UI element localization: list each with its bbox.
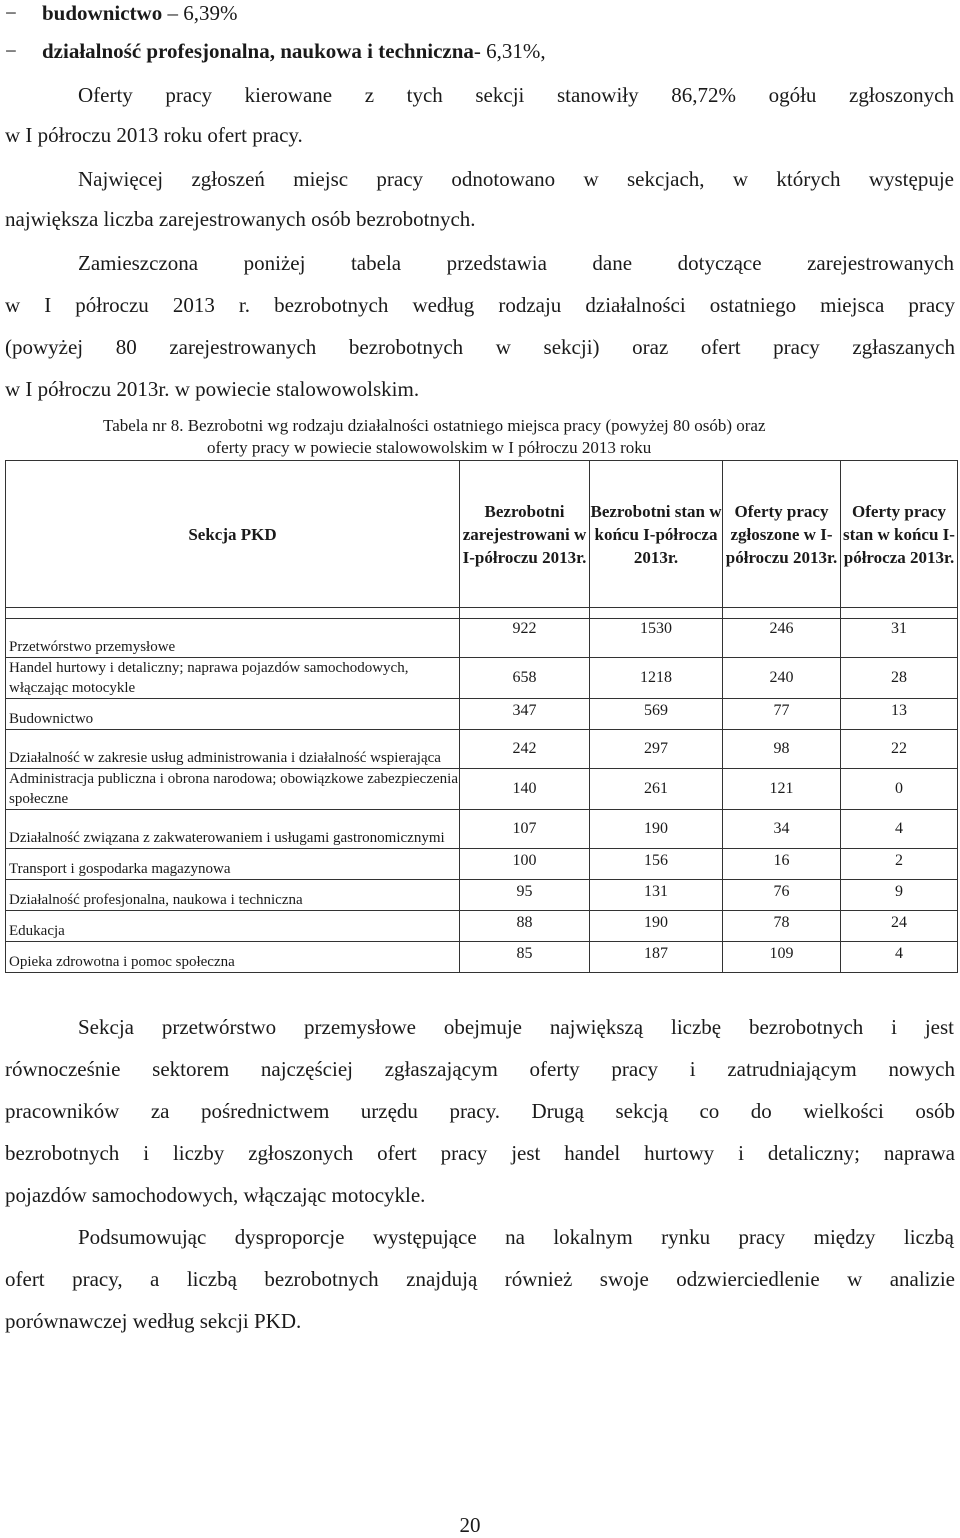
- row-value-end-state: 1218: [590, 658, 723, 699]
- row-value-end-state: 569: [590, 699, 723, 730]
- table-caption-line-1: Tabela nr 8. Bezrobotni wg rodzaju działalności ostatniego miejsca pracy (powyżej 80 osób) oraz: [103, 416, 766, 435]
- row-value-offers: 76: [723, 880, 841, 911]
- list-item-2: [42, 38, 842, 64]
- paragraph-1-line-2: w I półroczu 2013 roku ofert pracy.: [5, 123, 303, 147]
- row-value-registered: 107: [460, 810, 590, 849]
- closing-1-line-2: równocześnie sektorem najczęściej zgłaszającym oferty pracy i zatrudniającym nowych: [5, 1057, 955, 1081]
- list-item-value: - 6,31%,: [473, 39, 546, 63]
- row-value-offers-end: 24: [841, 911, 958, 942]
- row-value-offers-end: 2: [841, 849, 958, 880]
- table-caption-line-2: oferty pracy w powiecie stalowowolskim w I półroczu 2013 roku: [207, 438, 652, 457]
- table-row: [6, 769, 958, 810]
- row-section-label: Opieka zdrowotna i pomoc społeczna: [6, 942, 460, 973]
- table-header-row: [6, 461, 958, 608]
- table-row: [6, 810, 958, 849]
- row-value-registered: 658: [460, 658, 590, 699]
- pkd-table: [5, 460, 958, 973]
- row-section-label: Budownictwo: [6, 699, 460, 730]
- row-section-label: Handel hurtowy i detaliczny; naprawa pojazdów samochodowych, włączając motocykle: [6, 658, 460, 699]
- row-value-end-state: 1530: [590, 619, 723, 658]
- row-value-offers: 78: [723, 911, 841, 942]
- closing-1-line-5: pojazdów samochodowych, włączając motocykle.: [5, 1183, 426, 1207]
- row-value-end-state: 156: [590, 849, 723, 880]
- closing-1-line-1: Sekcja przetwórstwo przemysłowe obejmuje największą liczbę bezrobotnych i jest: [78, 1015, 954, 1039]
- paragraph-2-line-2: największa liczba zarejestrowanych osób bezrobotnych.: [5, 207, 476, 231]
- row-section-label: Działalność profesjonalna, naukowa i techniczna: [6, 880, 460, 911]
- paragraph-1-line-1: Oferty pracy kierowane z tych sekcji stanowiły 86,72% ogółu zgłoszonych: [78, 83, 954, 107]
- list-bullet-1: −: [5, 1, 17, 25]
- row-value-offers-end: 4: [841, 810, 958, 849]
- paragraph-3-line-3: (powyżej 80 zarejestrowanych bezrobotnych w sekcji) oraz ofert pracy zgłaszanych: [5, 335, 955, 359]
- header-section: Sekcja PKD: [6, 461, 460, 608]
- closing-2-line-3: porównawczej według sekcji PKD.: [5, 1309, 302, 1333]
- row-value-registered: 140: [460, 769, 590, 810]
- header-end-state: Bezrobotni stan w końcu I-półrocza 2013r.: [590, 461, 723, 608]
- header-registered: Bezrobotni zarejestrowani w I-półroczu 2013r.: [460, 461, 590, 608]
- table-row: [6, 658, 958, 699]
- list-item-value: – 6,39%: [162, 1, 238, 25]
- row-value-end-state: 190: [590, 911, 723, 942]
- row-value-registered: 242: [460, 730, 590, 769]
- row-value-end-state: 297: [590, 730, 723, 769]
- row-value-offers-end: 31: [841, 619, 958, 658]
- row-section-label: Administracja publiczna i obrona narodowa; obowiązkowe zabezpieczenia społeczne: [6, 769, 460, 810]
- row-value-registered: 347: [460, 699, 590, 730]
- row-section-label: Transport i gospodarka magazynowa: [6, 849, 460, 880]
- row-value-offers: 34: [723, 810, 841, 849]
- row-value-offers-end: 28: [841, 658, 958, 699]
- paragraph-2-line-1: Najwięcej zgłoszeń miejsc pracy odnotowano w sekcjach, w których występuje: [78, 167, 954, 191]
- row-value-offers-end: 13: [841, 699, 958, 730]
- row-value-offers: 98: [723, 730, 841, 769]
- closing-1-line-3: pracowników za pośrednictwem urzędu pracy. Drugą sekcją co do wielkości osób: [5, 1099, 955, 1123]
- row-value-registered: 88: [460, 911, 590, 942]
- row-value-end-state: 190: [590, 810, 723, 849]
- row-section-label: Działalność związana z zakwaterowaniem i usługami gastronomicznymi: [6, 810, 460, 849]
- row-value-offers: 16: [723, 849, 841, 880]
- list-bullet-2: −: [5, 39, 17, 63]
- table-row: [6, 849, 958, 880]
- list-item-1: [42, 0, 742, 26]
- table-row: [6, 880, 958, 911]
- row-value-offers: 109: [723, 942, 841, 973]
- row-value-offers-end: 9: [841, 880, 958, 911]
- row-value-end-state: 131: [590, 880, 723, 911]
- row-value-registered: 922: [460, 619, 590, 658]
- row-value-registered: 85: [460, 942, 590, 973]
- table-row: [6, 619, 958, 658]
- row-value-end-state: 261: [590, 769, 723, 810]
- table-spacer-row: [6, 608, 958, 619]
- closing-2-line-2: ofert pracy, a liczbą bezrobotnych znajdują również swoje odzwierciedlenie w analizie: [5, 1267, 955, 1291]
- table-row: [6, 911, 958, 942]
- row-value-registered: 100: [460, 849, 590, 880]
- row-section-label: Przetwórstwo przemysłowe: [6, 619, 460, 658]
- row-value-offers: 121: [723, 769, 841, 810]
- row-value-registered: 95: [460, 880, 590, 911]
- closing-2-line-1: Podsumowując dysproporcje występujące na lokalnym rynku pracy między liczbą: [78, 1225, 954, 1249]
- row-value-offers: 240: [723, 658, 841, 699]
- closing-1-line-4: bezrobotnych i liczby zgłoszonych ofert pracy jest handel hurtowy i detaliczny; naprawa: [5, 1141, 955, 1165]
- paragraph-3-line-2: w I półroczu 2013 r. bezrobotnych według rodzaju działalności ostatniego miejsca pracy: [5, 293, 955, 317]
- table-row: [6, 699, 958, 730]
- table-row: [6, 942, 958, 973]
- row-value-offers-end: 0: [841, 769, 958, 810]
- row-value-offers-end: 22: [841, 730, 958, 769]
- row-value-offers-end: 4: [841, 942, 958, 973]
- header-offers-reported: Oferty pracy zgłoszone w I-półroczu 2013r.: [723, 461, 841, 608]
- row-value-offers: 77: [723, 699, 841, 730]
- row-section-label: Działalność w zakresie usług administrowania i działalność wspierająca: [6, 730, 460, 769]
- header-offers-end-state: Oferty pracy stan w końcu I-półrocza 2013r.: [841, 461, 958, 608]
- row-section-label: Edukacja: [6, 911, 460, 942]
- paragraph-3-line-1: Zamieszczona poniżej tabela przedstawia dane dotyczące zarejestrowanych: [78, 251, 954, 275]
- list-item-label: budownictwo: [42, 1, 163, 25]
- list-item-label: działalność profesjonalna, naukowa i techniczna: [42, 39, 474, 63]
- row-value-end-state: 187: [590, 942, 723, 973]
- page-number: 20: [459, 1513, 481, 1537]
- table-row: [6, 730, 958, 769]
- row-value-offers: 246: [723, 619, 841, 658]
- paragraph-3-line-4: w I półroczu 2013r. w powiecie stalowowolskim.: [5, 377, 420, 401]
